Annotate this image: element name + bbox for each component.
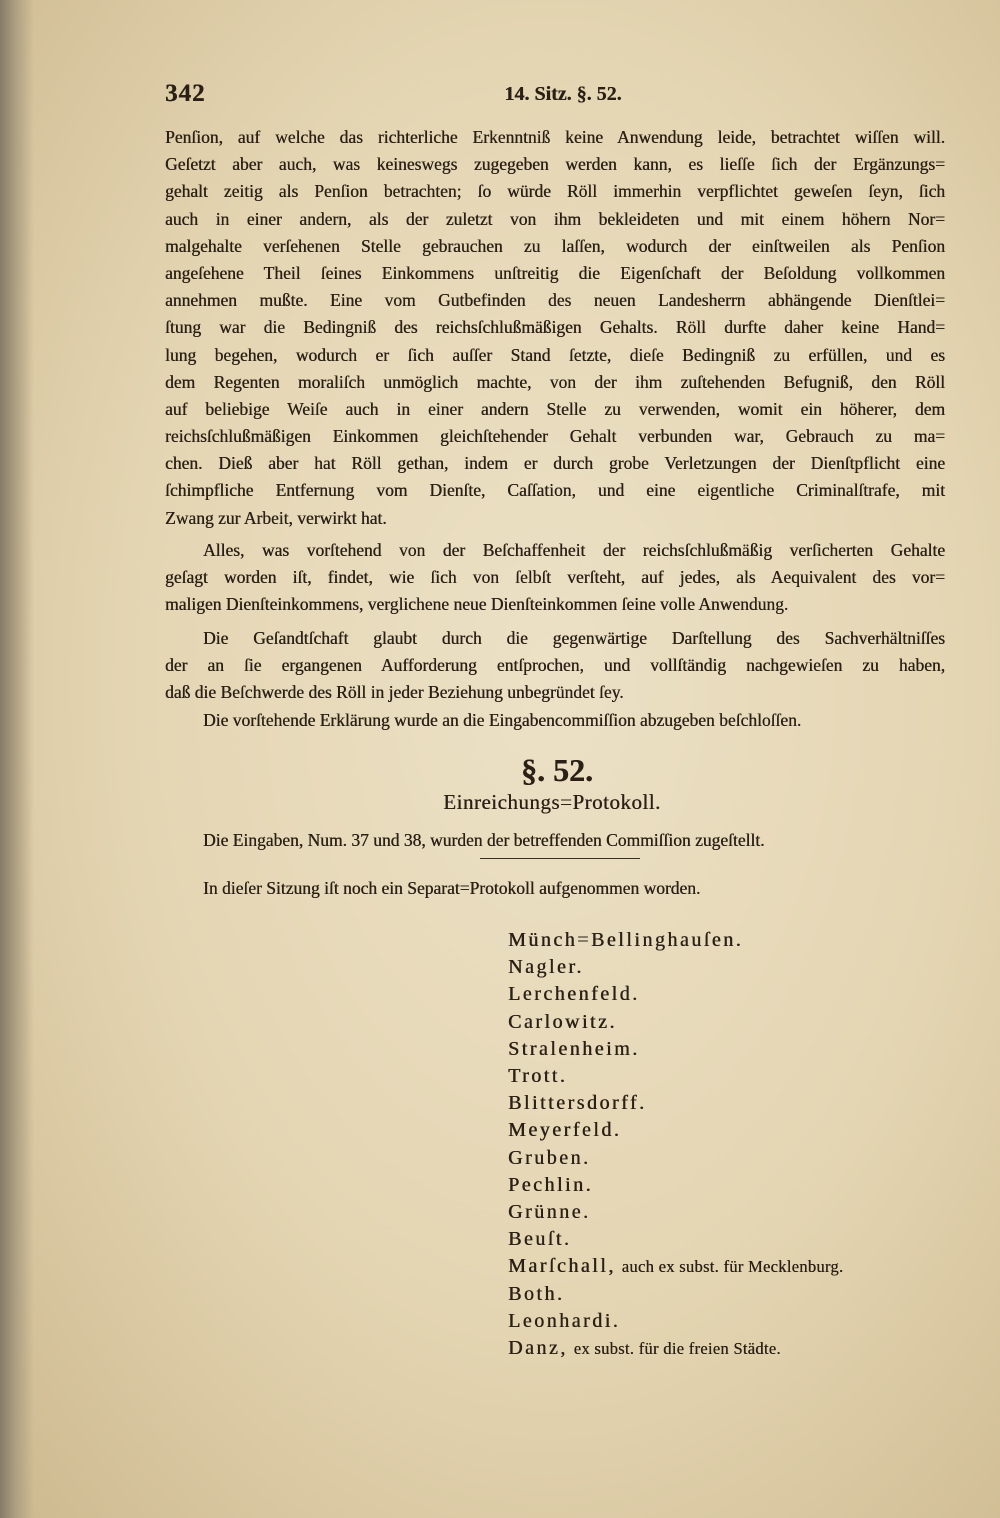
text-line: geſagt worden iſt, findet, wie ſich von ſelbſt verſteht, auf jedes, als Aequivalent des vor= xyxy=(165,567,945,588)
signatory xyxy=(508,1009,617,1036)
text-line: Geſetzt aber auch, was keineswegs zugegeben werden kann, es lieſſe ſich der Ergänzungs= xyxy=(165,154,945,175)
text-line: auch in einer andern, als der zuletzt von ihm bekleideten und mit einem höhern Nor= xyxy=(165,208,945,229)
signatory xyxy=(508,1308,620,1335)
section-number: §. 52. xyxy=(521,752,593,788)
text-line: angeſehene Theil ſeines Einkommens unſtreitig die Eigenſchaft der Beſoldung vollkommen xyxy=(165,262,945,283)
text-line: chen. Dieß aber hat Röll gethan, indem er durch grobe Verletzungen der Dienſtpflicht eine xyxy=(165,453,945,474)
signatory xyxy=(508,1253,843,1280)
text-line: der an ſie ergangenen Aufforderung entſprochen, und vollſtändig nachgewieſen zu haben, xyxy=(165,655,945,676)
signatory-name: Trott. xyxy=(508,1065,568,1087)
signatory xyxy=(508,927,743,954)
signatory-name: Danz, xyxy=(508,1337,568,1359)
text-line: daß die Beſchwerde des Röll in jeder Beziehung unbegründet ſey. xyxy=(165,682,624,703)
text-line: malgehalte verſehenen Stelle gebrauchen zu laſſen, wodurch der einſtweilen als Penſion xyxy=(165,235,945,256)
signatory-name: Lerchenfeld. xyxy=(508,983,640,1006)
text-line: annehmen mußte. Eine vom Gutbefinden des neuen Landesherrn abhängende Dienſtlei= xyxy=(165,290,945,311)
signatory-name: Both. xyxy=(508,1282,565,1305)
text-line: dem Regenten moraliſch unmöglich machte, von der ihm zuſtehenden Befugniß, den Röll xyxy=(165,371,945,392)
text-line: maligen Dienſteinkommens, verglichene neue Dienſteinkommen ſeine volle Anwendung. xyxy=(165,594,789,615)
page-binding-shadow xyxy=(0,0,34,1518)
paragraph xyxy=(165,625,945,707)
page-number: 342 xyxy=(165,80,206,107)
signatory xyxy=(508,1090,647,1117)
signatory xyxy=(508,1036,640,1063)
text-line: Alles, was vorſtehend von der Beſchaffenheit der reichsſchlußmäßig verſicherten Gehalte xyxy=(203,540,945,560)
text-line: Penſion, auf welche das richterliche Erkenntniß keine Anwendung leide, betrachtet wiſſen will. xyxy=(165,127,945,147)
signatory-name: Stralenheim. xyxy=(508,1037,640,1060)
signatory-note: ex subst. für die freien Städte. xyxy=(573,1339,781,1358)
separator-rule xyxy=(480,858,640,859)
signatory-note: auch ex subst. für Mecklenburg. xyxy=(621,1257,844,1277)
text-line: Zwang zur Arbeit, verwirkt hat. xyxy=(165,507,387,528)
paragraph xyxy=(165,707,945,734)
running-title: 14. Sitz. §. 52. xyxy=(504,83,622,105)
signatory-name: Gruben. xyxy=(508,1146,591,1169)
signatory xyxy=(508,1145,590,1172)
paragraph xyxy=(165,124,945,532)
text-line: Die Geſandtſchaft glaubt durch die gegenwärtige Darſtellung des Sachverhältniſſes xyxy=(203,628,945,648)
signatory-name: Münch=Bellinghauſen. xyxy=(508,929,744,951)
signatory xyxy=(508,981,640,1008)
signatory xyxy=(508,1226,571,1253)
signatory-name: Leonhardi. xyxy=(508,1309,621,1332)
signatory-name: Beuſt. xyxy=(508,1228,572,1251)
text-line: gehalt zeitig als Penſion betrachten; ſo würde Röll immerhin verpflichtet geweſen ſeyn, ſich xyxy=(165,181,945,202)
signatory-name: Pechlin. xyxy=(508,1173,593,1196)
text-line: ſchimpfliche Entfernung vom Dienſte, Caſſation, und eine eigentliche Criminalſtrafe, mit xyxy=(165,480,945,501)
signatory-name: Meyerfeld. xyxy=(508,1119,622,1142)
signatory-name: Grünne. xyxy=(508,1201,591,1223)
signatory xyxy=(508,954,584,981)
text-line: reichsſchlußmäßigen Einkommen gleichſtehender Gehalt verbunden war, Gebrauch zu ma= xyxy=(165,426,945,447)
text-line: Die vorſtehende Erklärung wurde an die Eingabencommiſſion abzugeben beſchloſſen. xyxy=(203,710,802,730)
signatory-name: Blittersdorff. xyxy=(508,1092,647,1115)
submissions-note: Die Eingaben, Num. 37 und 38, wurden der betreffenden Commiſſion zugeſtellt. xyxy=(203,830,765,850)
separate-protocol-note: In dieſer Sitzung iſt noch ein Separat=Protokoll aufgenommen worden. xyxy=(203,878,701,898)
signatory xyxy=(508,1063,567,1090)
signatory-name: Nagler. xyxy=(508,956,584,979)
signatory xyxy=(508,1335,781,1362)
signatory xyxy=(508,1199,590,1226)
paragraph xyxy=(165,537,945,619)
signatory-name: Carlowitz. xyxy=(508,1010,617,1033)
signatory xyxy=(508,1117,621,1144)
signatory-name: Marſchall, xyxy=(508,1255,616,1278)
text-line: lung begehen, wodurch er ſich auſſer Stand ſetzte, dieſe Bedingniß zu erfüllen, und es xyxy=(165,344,945,365)
signatory xyxy=(508,1172,593,1199)
section-title: Einreichungs=Protokoll. xyxy=(443,790,661,814)
text-line: ſtung war die Bedingniß des reichsſchlußmäßigen Gehalts. Röll durfte daher keine Hand= xyxy=(165,317,945,338)
signatory xyxy=(508,1281,564,1308)
text-line: auf beliebige Weiſe auch in einer andern Stelle zu verwenden, womit ein höherer, dem xyxy=(165,398,945,419)
